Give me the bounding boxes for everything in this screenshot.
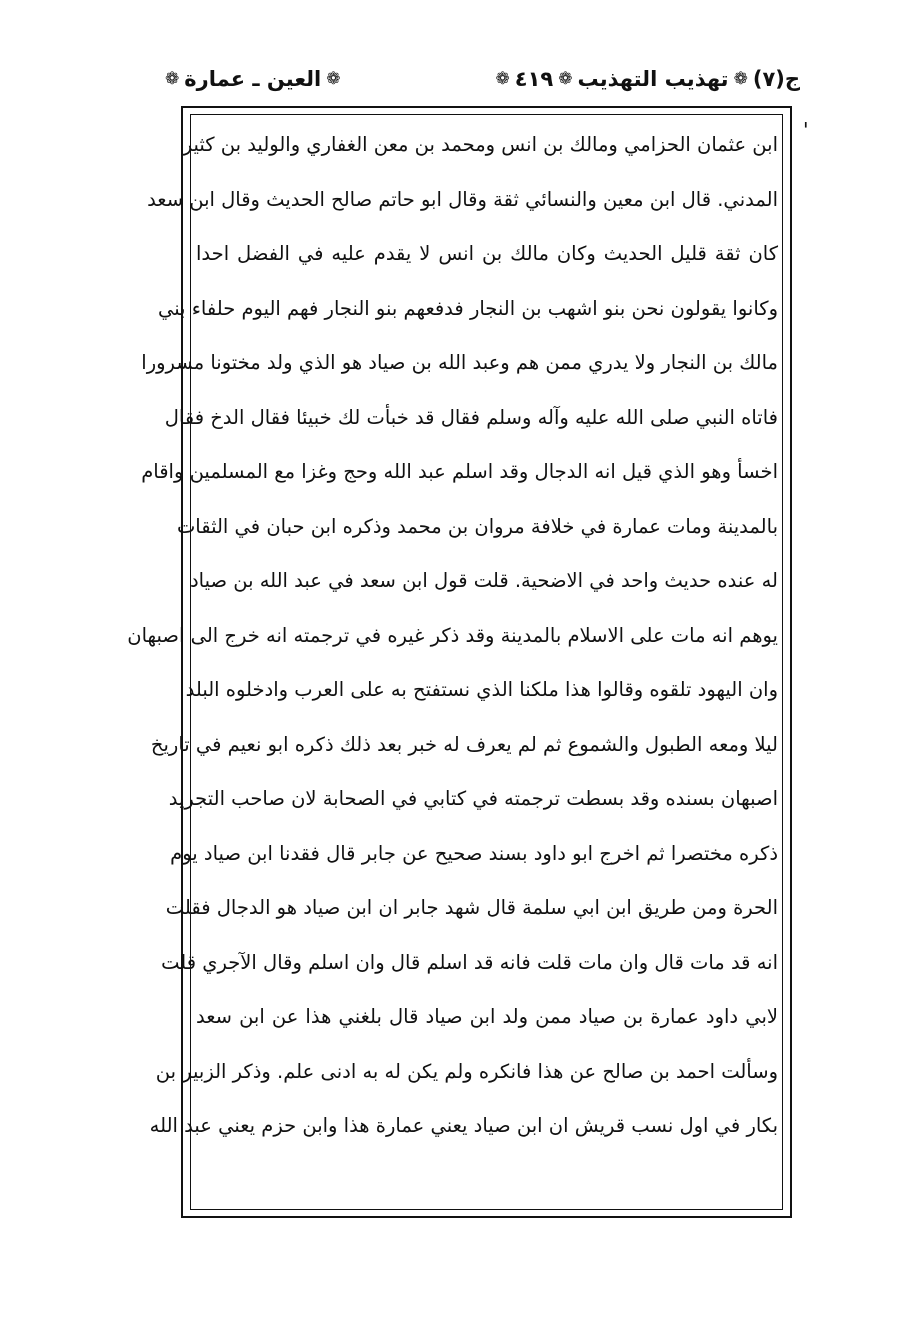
text-line: ابن عثمان الحزامي ومالك بن انس ومحمد بن معن الغفاري والوليد بن كثير — [182, 133, 778, 156]
text-body — [127, 118, 778, 1208]
text-line: ليلا ومعه الطبول والشموع ثم لم يعرف له خبر بعد ذلك ذكره ابو نعيم في تاريخ — [150, 732, 778, 756]
text-line — [196, 1154, 778, 1209]
text-line: وكانوا يقولون نحن بنو اشهب بن النجار فدفعهم بنو النجار فهم اليوم حلفاء بني — [158, 296, 778, 320]
text-line: اصبهان بسنده وقد بسطت ترجمته في كتابي في الصحابة لان صاحب التجريد — [168, 787, 778, 810]
volume-label: ج(٧) — [752, 67, 800, 91]
text-line: لابي داود عمارة بن صياد ممن ولد ابن صياد قال بلغني هذا عن ابن سعد — [196, 1005, 778, 1028]
ornament-icon: ❁ — [326, 68, 341, 89]
ornament-icon: ❁ — [165, 68, 180, 89]
text-line: بكار في اول نسب قريش ان ابن صياد يعني عمارة هذا وابن حزم يعني عبد الله — [149, 1114, 778, 1137]
text-line: الحرة ومن طريق ابن ابي سلمة قال شهد جابر ان ابن صياد هو الدجال فقلت — [165, 896, 778, 919]
text-line: فاتاه النبي صلى الله عليه وآله وسلم فقال قد خبأت لك خبيئا فقال الدخ فقال — [164, 405, 778, 429]
text-line: كان ثقة قليل الحديث وكان مالك بن انس لا يقدم عليه في الفضل احدا — [196, 242, 778, 265]
text-line: اخسأ وهو الذي قيل انه الدجال وقد اسلم عبد الله وحج وغزا مع المسلمين واقام — [141, 460, 778, 483]
book-title: تهذيب التهذيب — [577, 67, 729, 91]
text-line: له عنده حديث واحد في الاضحية. قلت قول ابن سعد في عبد الله بن صياد — [189, 569, 778, 592]
page-number: ٤١٩ — [514, 67, 554, 91]
text-line: انه قد مات قال وان مات قلت فانه قد اسلم قال وان اسلم وقال الآجري قلت — [161, 950, 778, 974]
text-line: ذكره مختصرا ثم اخرج ابو داود بسند صحيح عن جابر قال فقدنا ابن صياد يوم — [170, 841, 778, 865]
margin-mark: ' — [803, 118, 809, 142]
ornament-icon: ❁ — [733, 68, 748, 89]
text-line: وسألت احمد بن صالح عن هذا فانكره ولم يكن له به ادنى علم. وذكر الزبير بن — [155, 1059, 778, 1083]
text-line: وان اليهود تلقوه وقالوا هذا ملكنا الذي نستفتح به على العرب وادخلوه البلد — [185, 678, 778, 701]
ornament-icon: ❁ — [558, 68, 573, 89]
text-line: المدني. قال ابن معين والنسائي ثقة وقال ابو حاتم صالح الحديث وقال ابن سعد — [147, 187, 778, 211]
text-line: بالمدينة ومات عمارة في خلافة مروان بن محمد وذكره ابن حبان في الثقات — [176, 514, 778, 538]
page-header — [160, 62, 800, 96]
text-line: يوهم انه مات على الاسلام بالمدينة وقد ذكر غيره في ترجمته انه خرج الى اصبهان — [127, 623, 778, 647]
ornament-icon: ❁ — [495, 68, 510, 89]
section-title: العين ـ عمارة — [184, 67, 322, 91]
text-line: مالك بن النجار ولا يدري ممن هم وعبد الله بن صياد هو الذي ولد مختونا مسرورا — [141, 351, 778, 374]
